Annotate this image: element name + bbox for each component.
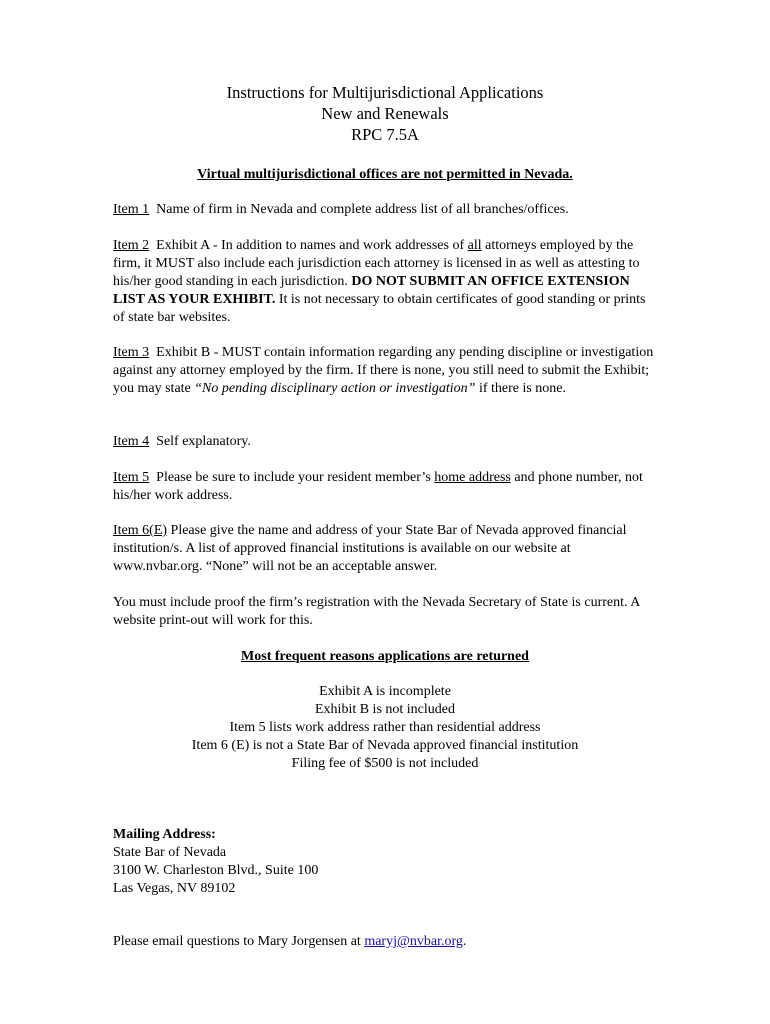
contact-text: Please email questions to Mary Jorgensen at: [113, 934, 365, 949]
item-6-paragraph: [113, 522, 658, 576]
title-line-1: Instructions for Multijurisdictional Applications: [226, 83, 544, 102]
mailing-line-3: Las Vegas, NV 89102: [113, 881, 236, 896]
item-4-paragraph: [113, 433, 658, 451]
item-2-text-c: It is not necessary to obtain certificates of good standing or prints of state bar websites.: [113, 292, 646, 325]
item-6-text: Please give the name and address of your State Bar of Nevada approved financial institution/s. A list of approved financial institutions is available on our website at www.nvbar.org. “None” will not be an acceptable answer.: [113, 523, 627, 574]
reason-item: Item 6 (E) is not a State Bar of Nevada approved financial institution: [191, 738, 579, 753]
item-6-label: Item 6(E): [113, 523, 168, 538]
proof-paragraph: You must include proof the firm’s registration with the Nevada Secretary of State is current. A website print-out will work for this.: [113, 595, 640, 628]
item-5-emphasis: home address: [434, 470, 511, 485]
item-2-emphasis: all: [467, 238, 482, 253]
title-line-2: New and Renewals: [321, 104, 449, 123]
item-2-text-b: attorneys employed by the firm, it MUST also include each jurisdiction each attorney is licensed in as well as attesting to his/her good standing in each jurisdiction.: [113, 238, 640, 289]
item-5-paragraph: [113, 469, 658, 505]
item-2-warning: DO NOT SUBMIT AN OFFICE EXTENSION LIST AS YOUR EXHIBIT.: [113, 274, 630, 307]
item-1-label: Item 1: [113, 202, 150, 217]
item-2-text-a: Exhibit A - In addition to names and work addresses of: [156, 238, 468, 253]
reasons-heading: Most frequent reasons applications are returned: [241, 649, 529, 664]
nevada-notice: Virtual multijurisdictional offices are not permitted in Nevada.: [197, 167, 573, 182]
contact-trailing: .: [462, 934, 467, 949]
reasons-list: [0, 683, 770, 773]
item-3-text-a: Exhibit B - MUST contain information regarding any pending discipline or investigation against any attorney employed by the firm. If there is none, you still need to submit the Exhibit; you may state: [113, 345, 654, 396]
item-5-text-a: Please be sure to include your resident member’s: [156, 470, 435, 485]
title-line-3: RPC 7.5A: [351, 125, 419, 144]
mailing-line-1: State Bar of Nevada: [113, 845, 227, 860]
item-1-text: Name of firm in Nevada and complete address list of all branches/offices.: [156, 202, 569, 217]
reason-item: Exhibit A is incomplete: [319, 684, 451, 699]
reason-item: Item 5 lists work address rather than residential address: [229, 720, 541, 735]
item-2-label: Item 2: [113, 238, 150, 253]
item-2-paragraph: [113, 237, 658, 327]
mailing-address: [113, 826, 658, 898]
item-5-label: Item 5: [113, 470, 150, 485]
document-title: [0, 82, 770, 145]
item-3-quote: “No pending disciplinary action or investigation”: [194, 381, 476, 396]
reason-item: Filing fee of $500 is not included: [291, 756, 479, 771]
item-4-label: Item 4: [113, 434, 150, 449]
item-3-paragraph: [113, 344, 658, 398]
mailing-line-2: 3100 W. Charleston Blvd., Suite 100: [113, 863, 319, 878]
item-1-paragraph: [113, 201, 658, 219]
item-5-text-b: and phone number, not his/her work address.: [113, 470, 643, 503]
item-3-label: Item 3: [113, 345, 150, 360]
contact-email-link[interactable]: maryj@nvbar.org: [364, 934, 463, 949]
reason-item: Exhibit B is not included: [315, 702, 455, 717]
item-4-text: Self explanatory.: [156, 434, 251, 449]
contact-paragraph: [113, 933, 658, 951]
item-3-text-b: if there is none.: [475, 381, 567, 396]
mailing-heading: Mailing Address:: [113, 827, 216, 842]
